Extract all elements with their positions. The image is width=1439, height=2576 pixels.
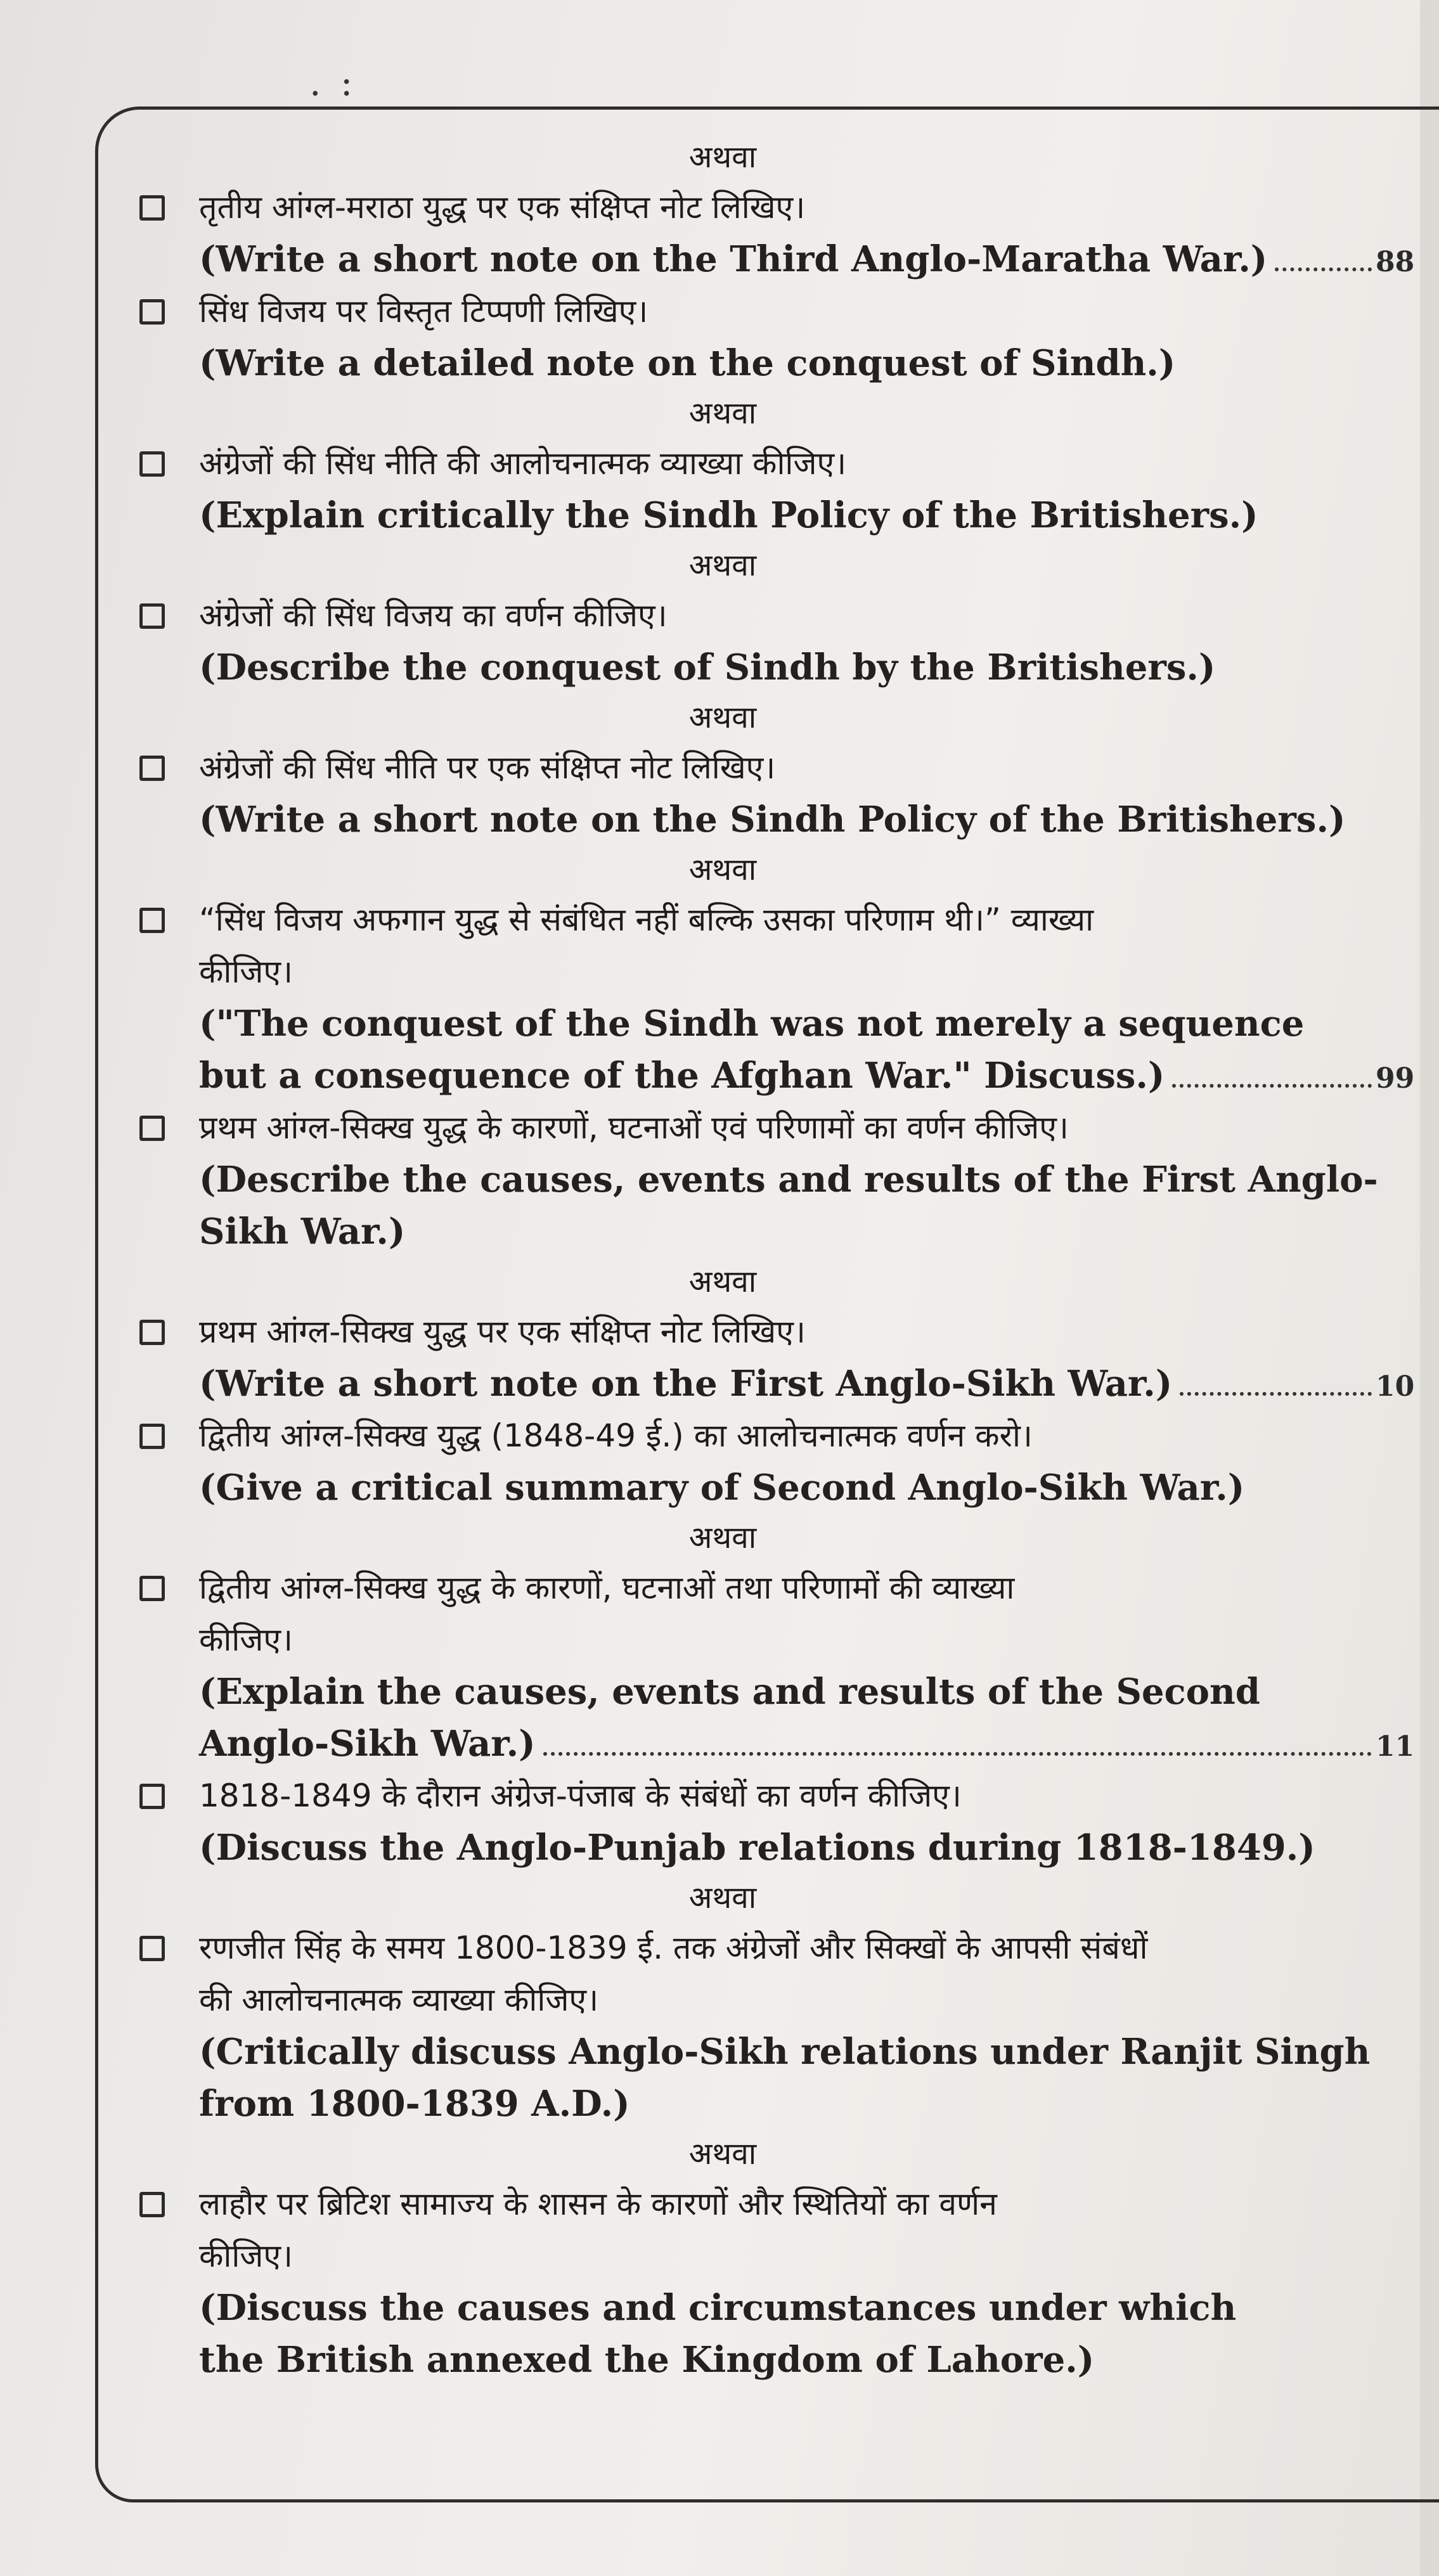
- question-hindi: कीजिए।: [199, 953, 293, 990]
- question-hindi: द्वितीय आंग्ल-सिक्ख युद्ध के कारणों, घटनाओं तथा परिणामों की व्याख्या: [199, 1569, 1015, 1606]
- question-hindi: 1818-1849 के दौरान अंग्रेज-पंजाब के संबंधों का वर्णन कीजिए।: [199, 1777, 962, 1814]
- question-english: (Discuss the causes and circumstances under which: [199, 2287, 1237, 2329]
- question-english: Sikh War.): [199, 1211, 406, 1253]
- checkbox-icon[interactable]: [139, 1576, 165, 1601]
- checkbox-icon[interactable]: [139, 451, 165, 477]
- question-item: [127, 1306, 1415, 1410]
- or-separator: अथवा: [688, 1520, 757, 1555]
- question-hindi: तृतीय आंग्ल-मराठा युद्ध पर एक संक्षिप्त नोट लिखिए।: [199, 189, 806, 226]
- question-hindi: सिंध विजय पर विस्तृत टिप्पणी लिखिए।: [199, 293, 649, 330]
- question-english: (Write a short note on the First Anglo-Sikh War.): [199, 1363, 1173, 1405]
- checkbox-icon[interactable]: [139, 756, 165, 781]
- question-english: (Critically discuss Anglo-Sikh relations under Ranjit Singh: [199, 2031, 1371, 2073]
- checkbox-icon[interactable]: [139, 1116, 165, 1141]
- question-item: [127, 181, 1415, 285]
- or-separator: अथवा: [688, 852, 757, 887]
- question-english: (Discuss the Anglo-Punjab relations during 1818-1849.): [199, 1827, 1315, 1869]
- checkbox-icon[interactable]: [139, 1424, 165, 1449]
- page-number: 11: [1376, 1730, 1415, 1763]
- question-hindi: की आलोचनात्मक व्याख्या कीजिए।: [199, 1981, 599, 2018]
- question-english: (Describe the conquest of Sindh by the Britishers.): [199, 647, 1216, 688]
- question-english: (Describe the causes, events and results of the First Anglo-: [199, 1159, 1378, 1201]
- question-item: [127, 437, 1401, 541]
- question-hindi: द्वितीय आंग्ल-सिक्ख युद्ध (1848-49 ई.) का आलोचनात्मक वर्णन करो।: [199, 1417, 1033, 1454]
- question-hindi: अंग्रेजों की सिंध नीति की आलोचनात्मक व्याख्या कीजिए।: [199, 445, 847, 482]
- checkbox-icon[interactable]: [139, 299, 165, 325]
- question-item: [127, 285, 1401, 389]
- question-item: [127, 1770, 1401, 1874]
- question-hindi: कीजिए।: [199, 2238, 293, 2274]
- question-item: [127, 2178, 1401, 2386]
- question-english: the British annexed the Kingdom of Lahore.): [199, 2339, 1095, 2381]
- question-english: Anglo-Sikh War.): [199, 1723, 536, 1765]
- question-english: (Explain the causes, events and results of the Second: [199, 1671, 1260, 1713]
- top-marks: . :: [309, 61, 357, 104]
- question-item: [127, 1410, 1401, 1514]
- or-separator: अथवा: [688, 1264, 757, 1299]
- question-item: [127, 1102, 1401, 1258]
- question-hindi: प्रथम आंग्ल-सिक्ख युद्ध पर एक संक्षिप्त नोट लिखिए।: [199, 1313, 806, 1350]
- question-hindi: “सिंध विजय अफगान युद्ध से संबंधित नहीं बल्कि उसका परिणाम थी।” व्याख्या: [199, 901, 1094, 938]
- question-item: [127, 742, 1401, 846]
- question-hindi: प्रथम आंग्ल-सिक्ख युद्ध के कारणों, घटनाओं एवं परिणामों का वर्णन कीजिए।: [199, 1109, 1069, 1146]
- question-hindi: रणजीत सिंह के समय 1800-1839 ई. तक अंग्रेजों और सिक्खों के आपसी संबंधों: [199, 1929, 1148, 1966]
- question-item: [127, 1922, 1401, 2130]
- question-list: [127, 133, 1415, 2386]
- question-english: (Explain critically the Sindh Policy of the Britishers.): [199, 494, 1258, 536]
- or-separator: अथवा: [688, 2136, 757, 2172]
- dot-leader: [1275, 267, 1372, 271]
- page-number: 88: [1376, 246, 1415, 278]
- question-item: [127, 1562, 1415, 1770]
- checkbox-icon[interactable]: [139, 1936, 165, 1961]
- question-english: (Give a critical summary of Second Anglo-Sikh War.): [199, 1467, 1245, 1509]
- question-item: [127, 589, 1401, 693]
- or-separator: अथवा: [688, 139, 757, 175]
- dot-leader: [543, 1751, 1372, 1756]
- question-english: (Write a short note on the Sindh Policy of the Britishers.): [199, 799, 1346, 840]
- question-english: but a consequence of the Afghan War." Discuss.): [199, 1055, 1165, 1097]
- dot-leader: [1180, 1391, 1372, 1396]
- page-number: 10: [1376, 1370, 1415, 1403]
- or-separator: अथवा: [688, 548, 757, 583]
- checkbox-icon[interactable]: [139, 2192, 165, 2217]
- question-hindi: कीजिए।: [199, 1621, 293, 1658]
- page-number: 99: [1376, 1062, 1415, 1095]
- or-separator: अथवा: [688, 700, 757, 735]
- question-hindi: लाहौर पर ब्रिटिश सामाज्य के शासन के कारणों और स्थितियों का वर्णन: [199, 2186, 997, 2222]
- checkbox-icon[interactable]: [139, 603, 165, 629]
- or-separator: अथवा: [688, 396, 757, 431]
- question-hindi: अंग्रेजों की सिंध नीति पर एक संक्षिप्त नोट लिखिए।: [199, 749, 776, 786]
- or-separator: अथवा: [688, 1880, 757, 1916]
- question-item: [127, 894, 1415, 1102]
- question-english: from 1800-1839 A.D.): [199, 2083, 630, 2125]
- checkbox-icon[interactable]: [139, 1784, 165, 1809]
- checkbox-icon[interactable]: [139, 195, 165, 221]
- dot-leader: [1172, 1083, 1372, 1088]
- question-hindi: अंग्रेजों की सिंध विजय का वर्णन कीजिए।: [199, 597, 668, 634]
- checkbox-icon[interactable]: [139, 908, 165, 933]
- question-english: (Write a detailed note on the conquest of Sindh.): [199, 342, 1176, 384]
- question-english: ("The conquest of the Sindh was not merely a sequence: [199, 1003, 1305, 1045]
- question-english: (Write a short note on the Third Anglo-Maratha War.): [199, 238, 1268, 280]
- checkbox-icon[interactable]: [139, 1320, 165, 1345]
